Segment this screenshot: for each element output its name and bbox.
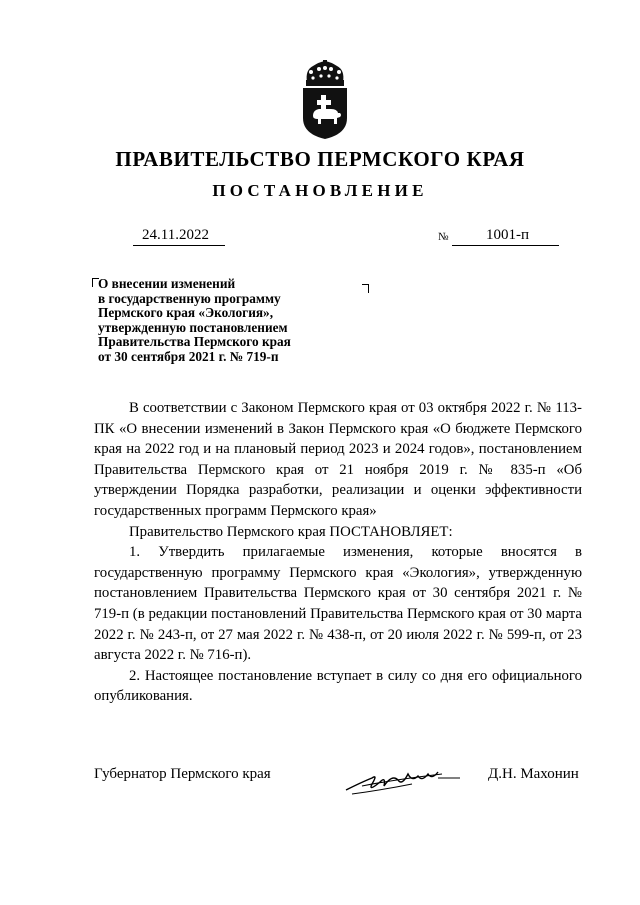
subject-line: Пермского края «Экология», [98,305,274,321]
subject-line: утвержденную постановлением [98,319,288,335]
item-2-paragraph: 2. Настоящее постановление вступает в силу со дня его официального опубликования. [94,667,582,705]
coat-of-arms-icon [299,60,351,140]
preamble-paragraph: В соответствии с Законом Пермского края от 03 октября 2022 г. № 113-ПК «О внесении изменений в Закон Пермского края «О бюджете Пермского края на 2022 год и на плановый период 2023 и 2024 годов», постановлением Правительства Пермского края от 21 ноября 2019 г. № 835-п «Об утверждении Порядка разработки, реализации и оценки эффективности государственных программ Пермского края» [94,400,582,519]
resolution-statement: Правительство Пермского края ПОСТАНОВЛЯЕТ: [129,523,453,540]
number-label: № [438,231,449,243]
handwritten-signature-icon [342,760,462,800]
document-number: 1001-п [486,227,530,243]
document-type: ПОСТАНОВЛЕНИЕ [212,181,428,200]
document-body [94,398,582,707]
document-subject [98,277,291,365]
number-underline [452,245,559,246]
subject-bracket-right [362,284,369,293]
subject-line: Правительства Пермского края [98,334,291,350]
signatory-position: Губернатор Пермского края [94,766,271,782]
date-underline [133,245,225,246]
subject-line: от 30 сентября 2021 г. № 719-п [98,348,279,364]
subject-line: О внесении изменений [98,276,236,291]
subject-line: в государственную программу [98,290,281,306]
item-1-paragraph: 1. Утвердить прилагаемые изменения, которые вносятся в государственную программу Пермского края «Экология», утвержденную постановлением Правительства Пермского края от 30 сентября 2021 г. № 719-п (в редакции постановлений Правительства Пермского края от 30 марта 2022 г. № 243-п, от 27 мая 2022 г. № 438-п, от 20 июля 2022 г. № 599-п, от 23 августа 2022 г. № 716-п). [94,544,582,664]
document-date: 24.11.2022 [142,227,209,243]
signatory-name: Д.Н. Махонин [488,766,579,782]
organization-title: ПРАВИТЕЛЬСТВО ПЕРМСКОГО КРАЯ [115,147,525,171]
